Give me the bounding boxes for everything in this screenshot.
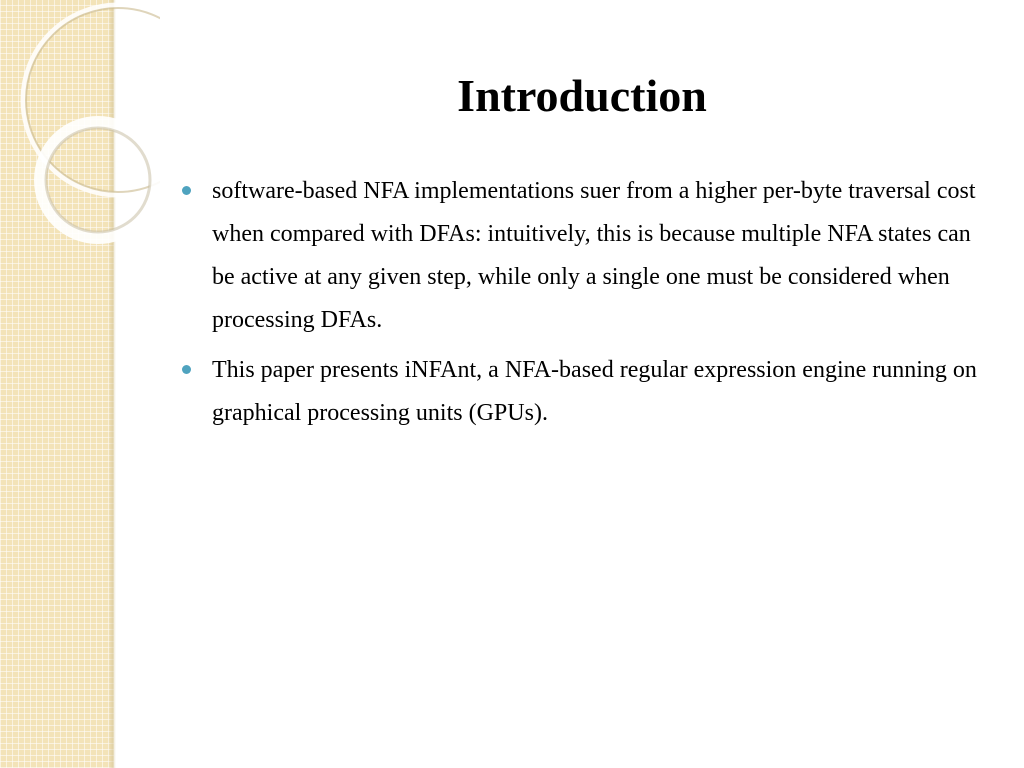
decorative-ring-small-shadow (46, 128, 150, 232)
bullet-dot-icon (182, 365, 191, 374)
decorative-ring-small (40, 122, 156, 238)
bullet-text: This paper presents iNFAnt, a NFA-based regular expression engine running on graphical processing units (GPUs). (212, 357, 977, 426)
bullet-text: software-based NFA implementations suer from a higher per-byte traversal cost when compared with DFAs: intuitively, this is because multiple NFA states can be active at any given step, while only a single one must be considered when processing DFAs. (212, 178, 976, 333)
bullet-item (176, 170, 996, 342)
slide-title: Introduction (457, 70, 707, 121)
bullet-item (176, 349, 996, 435)
decorative-rings (0, 0, 160, 300)
bullet-list (176, 170, 996, 442)
bullet-dot-icon (182, 186, 191, 195)
